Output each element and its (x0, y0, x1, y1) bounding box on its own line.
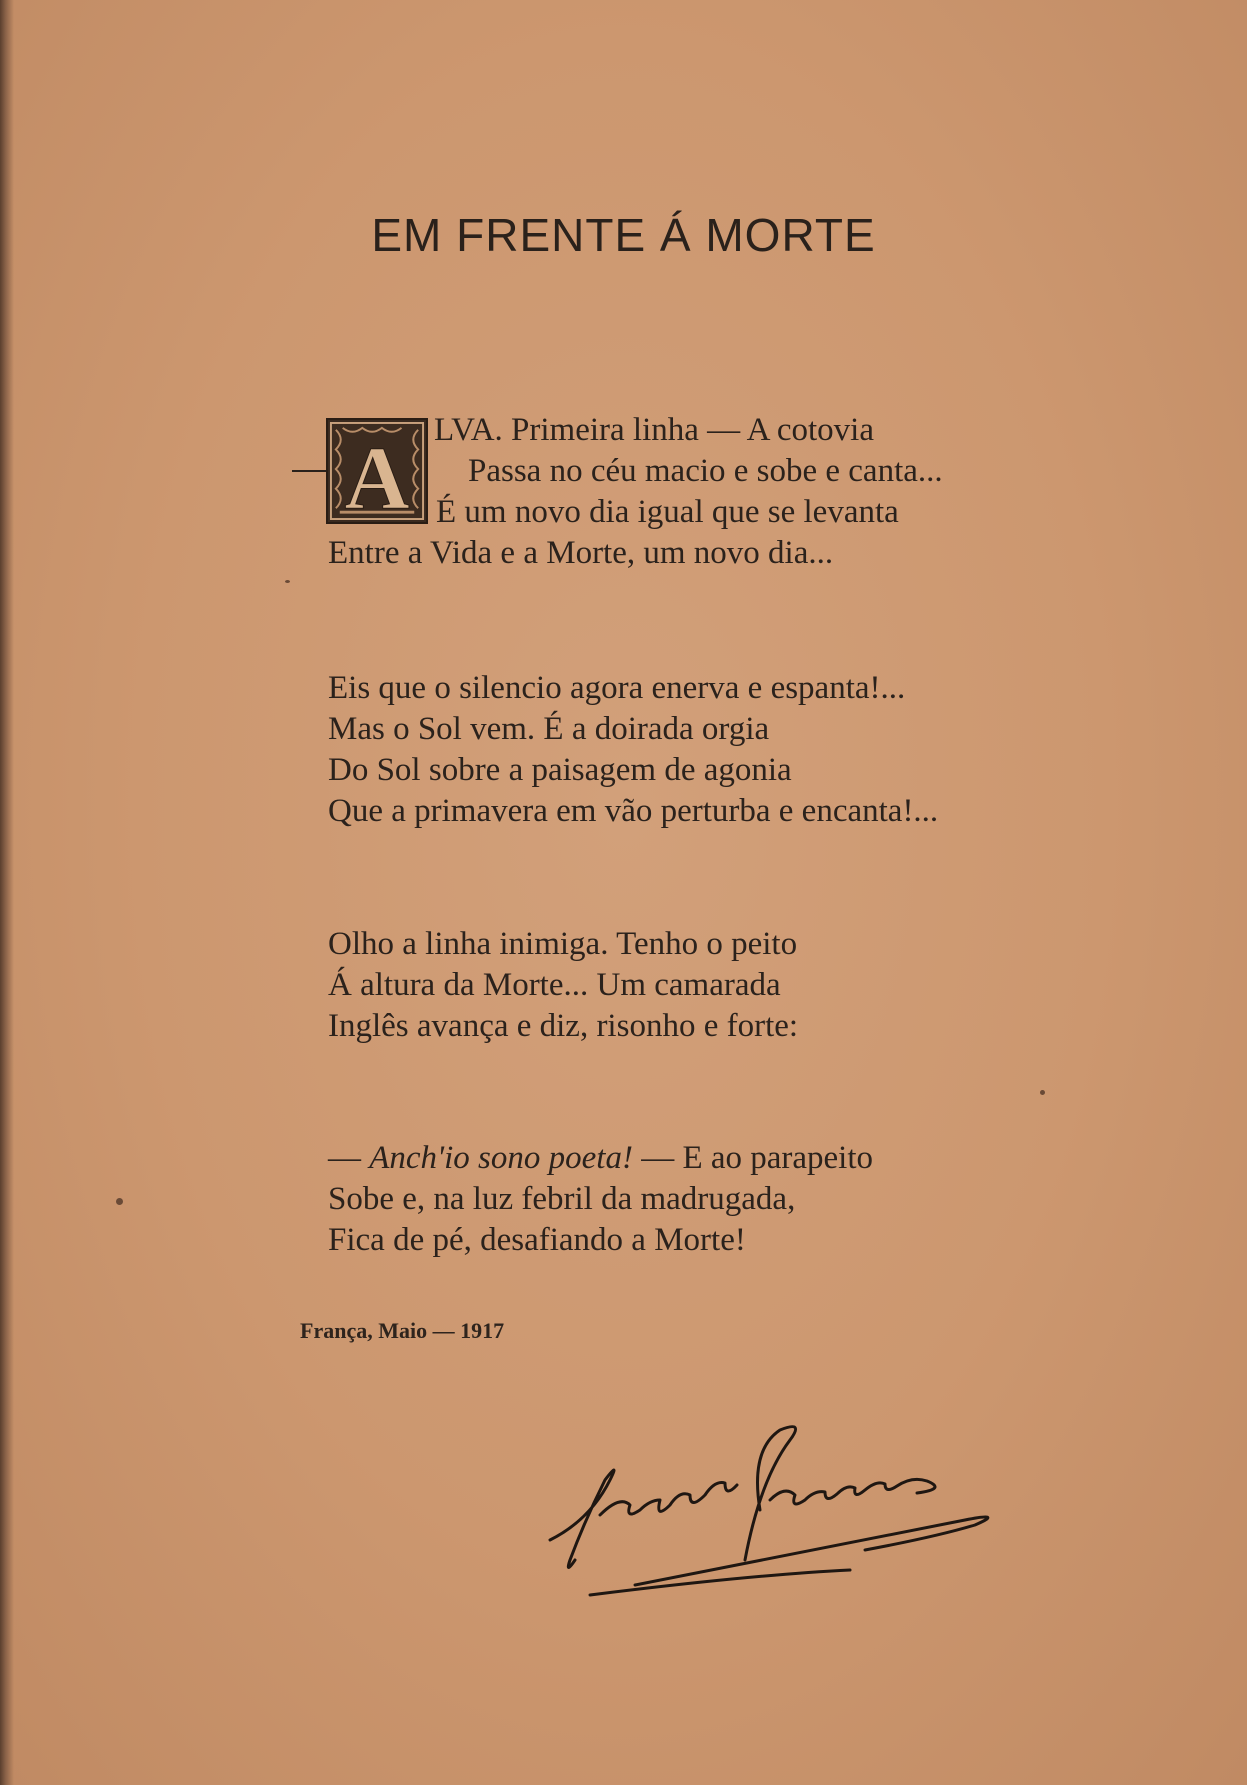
poem-title: EM FRENTE Á MORTE (371, 209, 876, 261)
stanza-3 (328, 924, 798, 1047)
drop-cap-dash (292, 470, 330, 472)
quote-dash: — (328, 1140, 370, 1176)
stanza-3-line-1: Olho a linha inimiga. Tenho o peito (328, 926, 798, 962)
stanza-2-line-2: Mas o Sol vem. É a doirada orgia (328, 711, 770, 747)
stanza-3-line-2: Á altura da Morte... Um camarada (328, 967, 781, 1003)
stanza-1-line-1: LVA. Primeira linha — A cotovia (434, 412, 874, 448)
place-and-date: França, Maio — 1917 (300, 1318, 505, 1343)
stanza-4-line-1 (328, 1138, 873, 1179)
stanza-2-line-3: Do Sol sobre a paisagem de agonia (328, 752, 792, 788)
stanza-4-line-2: Sobe e, na luz febril da madrugada, (328, 1181, 796, 1217)
stanza-4-line-3: Fica de pé, desafiando a Morte! (328, 1222, 746, 1258)
page-spine-edge (0, 0, 14, 1785)
stanza-1 (328, 410, 943, 574)
handwritten-signature (540, 1420, 1120, 1620)
stanza-2-line-4: Que a primavera em vão perturba e encanta!... (328, 793, 939, 829)
stanza-2-line-1: Eis que o silencio agora enerva e espanta!... (328, 670, 906, 706)
stanza-4 (328, 1138, 873, 1261)
italian-quote: Anch'io sono poeta! (369, 1140, 633, 1176)
paper-speck (285, 580, 290, 583)
paper-speck (116, 1198, 123, 1205)
paper-speck (1040, 1090, 1045, 1095)
stanza-1-line-2: Passa no céu macio e sobe e canta... (468, 453, 943, 489)
drop-cap-letter: A (344, 428, 410, 522)
stanza-2 (328, 668, 938, 832)
line-1-continuation: — E ao parapeito (632, 1140, 874, 1176)
stanza-1-line-3: É um novo dia igual que se levanta (436, 494, 899, 530)
stanza-3-line-3: Inglês avança e diz, risonho e forte: (328, 1008, 799, 1044)
stanza-1-line-4: Entre a Vida e a Morte, um novo dia... (328, 535, 834, 571)
